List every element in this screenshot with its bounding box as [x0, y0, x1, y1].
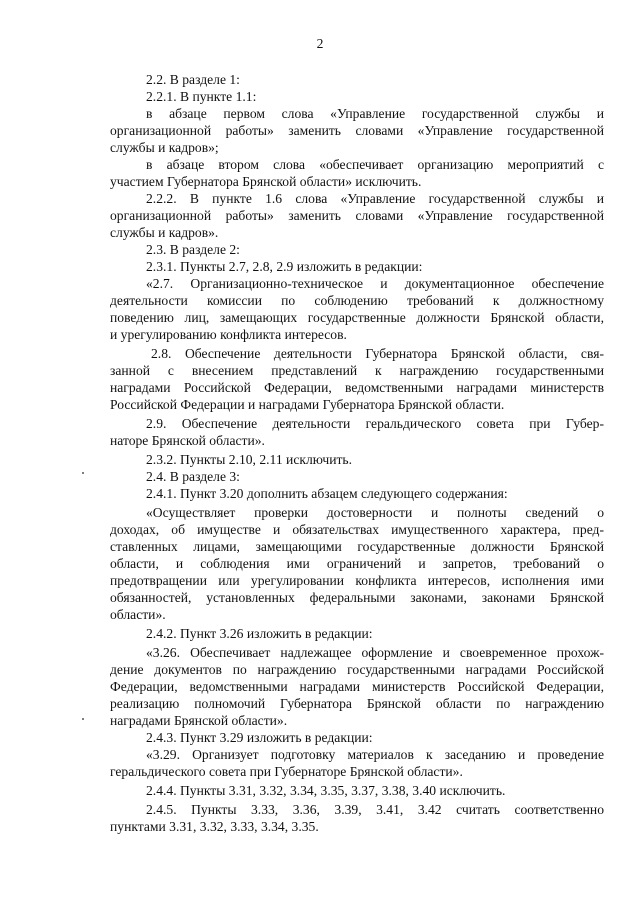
text-line: 2.8. Обеспечение деятельности Губернатора Брянской области, свя-: [151, 346, 604, 361]
text-line: 2.3.2. Пункты 2.10, 2.11 исключить.: [146, 452, 353, 467]
text-line: поведению лиц, замещающих государственные должности Брянской области,: [110, 310, 604, 325]
text-line: пунктами 3.31, 3.32, 3.33, 3.34, 3.35.: [110, 819, 319, 834]
margin-mark: [82, 718, 84, 720]
text-line: в абзаце первом слова «Управление государственной службы и: [146, 106, 604, 121]
text-line: наградами Российской Федерации, ведомственными наградами министерств: [110, 380, 604, 395]
text-line: Федерации, ведомственными наградами министерств Российской Федерации,: [110, 679, 604, 694]
text-line: «3.26. Обеспечивает надлежащее оформление и своевременное прохож-: [146, 645, 604, 660]
text-line: 2.3. В разделе 2:: [146, 242, 240, 257]
text-line: и урегулированию конфликта интересов.: [110, 327, 347, 342]
text-line: участием Губернатора Брянской области» исключить.: [110, 174, 422, 189]
text-line: организационной работы» заменить словами «Управление государственной: [110, 208, 604, 223]
text-line: геральдического совета при Губернаторе Брянской области».: [110, 764, 463, 779]
text-line: обязанностей, установленных федеральными законами, законами Брянской: [110, 590, 604, 605]
text-line: занной с внесением представлений к награждению государственными: [110, 363, 604, 378]
text-line: 2.4.5. Пункты 3.33, 3.36, 3.39, 3.41, 3.42 считать соответственно: [146, 802, 604, 817]
text-line: организационной работы» заменить словами «Управление государственной: [110, 123, 604, 138]
text-line: службы и кадров»;: [110, 140, 219, 155]
text-line: ставленных лицами, замещающими государственные должности Брянской: [110, 539, 604, 554]
text-line: Российской Федерации и наградами Губернатора Брянской области.: [110, 397, 505, 412]
text-line: 2.9. Обеспечение деятельности геральдического совета при Губер-: [146, 416, 604, 431]
text-line: «3.29. Организует подготовку материалов к заседанию и проведение: [146, 747, 604, 762]
text-line: 2.2.1. В пункте 1.1:: [146, 89, 257, 104]
text-line: службы и кадров».: [110, 225, 219, 240]
text-line: 2.3.1. Пункты 2.7, 2.8, 2.9 изложить в редакции:: [146, 259, 423, 274]
text-line: доходах, об имуществе и обязательствах имущественного характера, пред-: [110, 522, 604, 537]
text-line: 2.2.2. В пункте 1.6 слова «Управление государственной службы и: [146, 191, 604, 206]
text-line: 2.4.4. Пункты 3.31, 3.32, 3.34, 3.35, 3.37, 3.38, 3.40 исключить.: [146, 783, 506, 798]
text-line: наторе Брянской области».: [110, 433, 265, 448]
text-line: 2.4.2. Пункт 3.26 изложить в редакции:: [146, 626, 373, 641]
text-line: области».: [110, 607, 166, 622]
text-line: «2.7. Организационно-техническое и документационное обеспечение: [146, 276, 604, 291]
text-line: реализацию полномочий Губернатора Брянской области по награждению: [110, 696, 604, 711]
text-line: наградами Брянской области».: [110, 713, 288, 728]
text-line: «Осуществляет проверки достоверности и полноты сведений о: [146, 505, 604, 520]
margin-mark: [82, 472, 84, 474]
text-line: в абзаце втором слова «обеспечивает организацию мероприятий с: [146, 157, 604, 172]
text-line: области, и соблюдения ими ограничений и запретов, требований о: [110, 556, 604, 571]
text-line: дение документов по награждению государственными наградами Российской: [110, 662, 604, 677]
text-line: предотвращении или урегулировании конфликта интересов, исполнения ими: [110, 573, 604, 588]
text-line: 2.4. В разделе 3:: [146, 469, 240, 484]
text-line: деятельности комиссии по соблюдению требований к должностному: [110, 293, 604, 308]
page-number: 2: [316, 36, 324, 51]
text-line: 2.4.3. Пункт 3.29 изложить в редакции:: [146, 730, 373, 745]
text-line: 2.4.1. Пункт 3.20 дополнить абзацем следующего содержания:: [146, 486, 508, 501]
text-line: 2.2. В разделе 1:: [146, 72, 240, 87]
